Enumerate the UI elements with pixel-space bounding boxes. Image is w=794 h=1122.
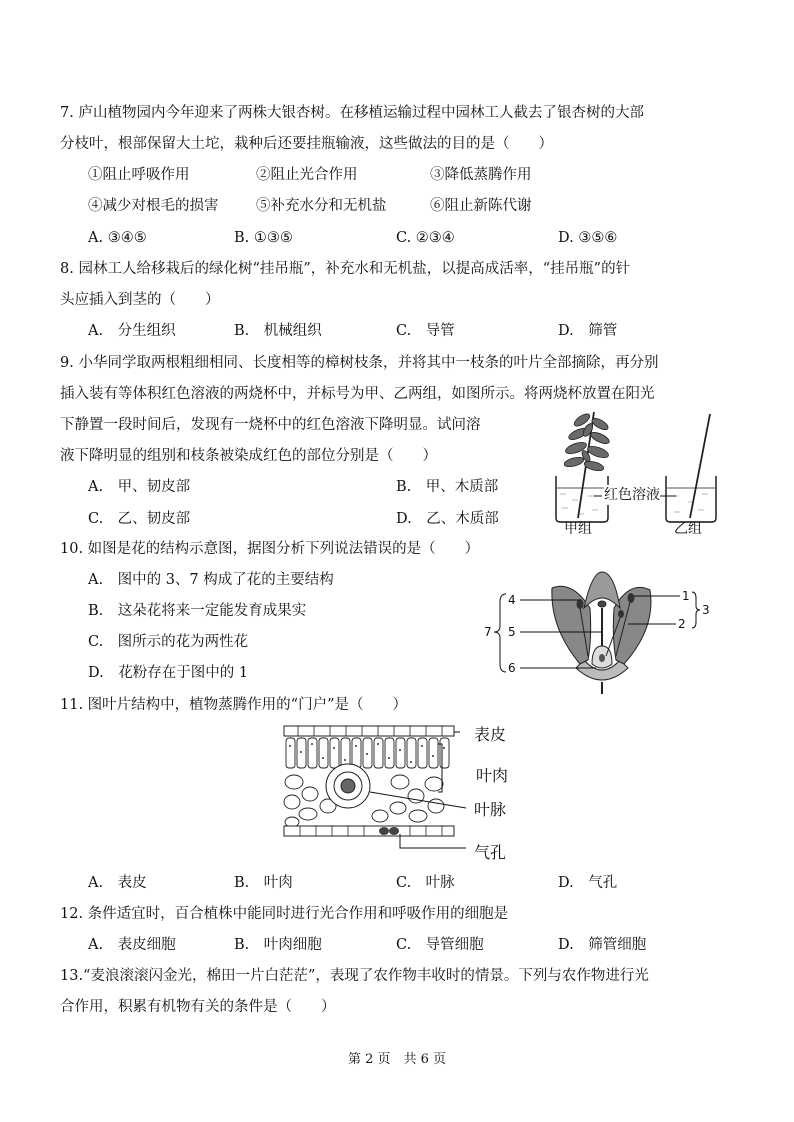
q7-item-3: ③降低蒸腾作用 bbox=[430, 167, 532, 183]
q7-option-a: A. ③④⑤ bbox=[88, 230, 147, 246]
q9-option-a: A. 甲、韧皮部 bbox=[88, 479, 191, 495]
q9-group-a-label: 甲组 bbox=[564, 521, 592, 537]
q7-item-2: ②阻止光合作用 bbox=[256, 167, 358, 183]
q7-line1: 7. 庐山植物园内今年迎来了两株大银杏树。在移植运输过程中园林工人截去了银杏树的大部 bbox=[60, 105, 644, 121]
q7-option-b: B. ①③⑤ bbox=[234, 230, 293, 246]
q7-item-4: ④减少对根毛的损害 bbox=[88, 198, 219, 214]
q11-option-b: B. 叶肉 bbox=[234, 875, 293, 891]
q11-option-a: A. 表皮 bbox=[88, 875, 147, 891]
q9-option-d: D. 乙、木质部 bbox=[396, 511, 499, 527]
q12-option-c: C. 导管细胞 bbox=[396, 937, 484, 953]
q9-option-b: B. 甲、木质部 bbox=[396, 479, 499, 495]
flower-label-4: 4 bbox=[508, 593, 516, 607]
q7-item-6: ⑥阻止新陈代谢 bbox=[430, 198, 532, 214]
flower-label-2: 2 bbox=[678, 617, 686, 631]
q7-option-d: D. ③⑤⑥ bbox=[558, 230, 618, 246]
q11-line1: 11. 图叶片结构中，植物蒸腾作用的“门户”是（ ） bbox=[60, 697, 407, 713]
leaf-label-mesophyll: 叶肉 bbox=[476, 766, 509, 785]
q12-option-a: A. 表皮细胞 bbox=[88, 937, 176, 953]
q7-option-c: C. ②③④ bbox=[396, 230, 455, 246]
q7-item-1: ①阻止呼吸作用 bbox=[88, 167, 190, 183]
q10-option-b: B. 这朵花将来一定能发育成果实 bbox=[88, 603, 307, 619]
q12-option-d: D. 筛管细胞 bbox=[558, 937, 647, 953]
q13-line2: 合作用，积累有机物有关的条件是（ ） bbox=[60, 999, 336, 1015]
q11-option-c: C. 叶脉 bbox=[396, 875, 455, 891]
q9-group-b-label: 乙组 bbox=[674, 521, 702, 537]
q12-option-b: B. 叶肉细胞 bbox=[234, 937, 322, 953]
q8-option-a: A. 分生组织 bbox=[88, 323, 176, 339]
q8-line2: 头应插入到茎的（ ） bbox=[60, 292, 220, 308]
q10-option-c: C. 图所示的花为两性花 bbox=[88, 634, 249, 650]
q9-line4: 液下降明显的组别和枝条被染成红色的部位分别是（ ） bbox=[60, 448, 437, 464]
q8-option-c: C. 导管 bbox=[396, 323, 455, 339]
q13-line1: 13.“麦浪滚滚闪金光，棉田一片白茫茫”，表现了农作物丰收时的情景。下列与农作物进行光 bbox=[60, 968, 649, 984]
flower-label-1: 1 bbox=[682, 589, 690, 603]
q10-line1: 10. 如图是花的结构示意图，据图分析下列说法错误的是（ ） bbox=[60, 541, 480, 557]
leaf-label-stoma: 气孔 bbox=[474, 843, 507, 862]
q11-option-d: D. 气孔 bbox=[558, 875, 618, 891]
q12-line1: 12. 条件适宜时，百合植株中能同时进行光合作用和呼吸作用的细胞是 bbox=[60, 906, 509, 922]
flower-label-6: 6 bbox=[508, 661, 516, 675]
flower-label-3: 3 bbox=[702, 603, 710, 617]
q9-option-c: C. 乙、韧皮部 bbox=[88, 511, 191, 527]
q9-line1: 9. 小华同学取两根粗细相同、长度相等的樟树枝条，并将其中一枝条的叶片全部摘除，再分别 bbox=[60, 355, 659, 371]
q8-line1: 8. 园林工人给移栽后的绿化树“挂吊瓶”，补充水和无机盐，以提高成活率，“挂吊瓶”的针 bbox=[60, 261, 631, 277]
leaf-label-epidermis: 表皮 bbox=[474, 725, 507, 744]
q9-solution-label: 红色溶液 bbox=[604, 487, 660, 503]
flower-label-5: 5 bbox=[508, 625, 516, 639]
flower-label-7: 7 bbox=[484, 625, 492, 639]
q11-leaf-figure bbox=[270, 722, 466, 852]
q8-option-b: B. 机械组织 bbox=[234, 323, 322, 339]
q9-line3: 下静置一段时间后，发现有一烧杯中的红色溶液下降明显。试问溶 bbox=[60, 417, 481, 433]
q10-option-a: A. 图中的 3、7 构成了花的主要结构 bbox=[88, 572, 334, 588]
q7-item-5: ⑤补充水分和无机盐 bbox=[256, 198, 387, 214]
q8-option-d: D. 筛管 bbox=[558, 323, 618, 339]
q9-line2: 插入装有等体积红色溶液的两烧杯中，并标号为甲、乙两组，如图所示。将两烧杯放置在阳光 bbox=[60, 386, 655, 402]
leaf-label-vein: 叶脉 bbox=[474, 800, 507, 819]
q7-line2: 分枝叶，根部保留大土坨，栽种后还要挂瓶输液，这些做法的目的是（ ） bbox=[60, 136, 553, 152]
q10-option-d: D. 花粉存在于图中的 1 bbox=[88, 665, 249, 681]
page-footer: 第 2 页 共 6 页 bbox=[347, 1052, 447, 1067]
